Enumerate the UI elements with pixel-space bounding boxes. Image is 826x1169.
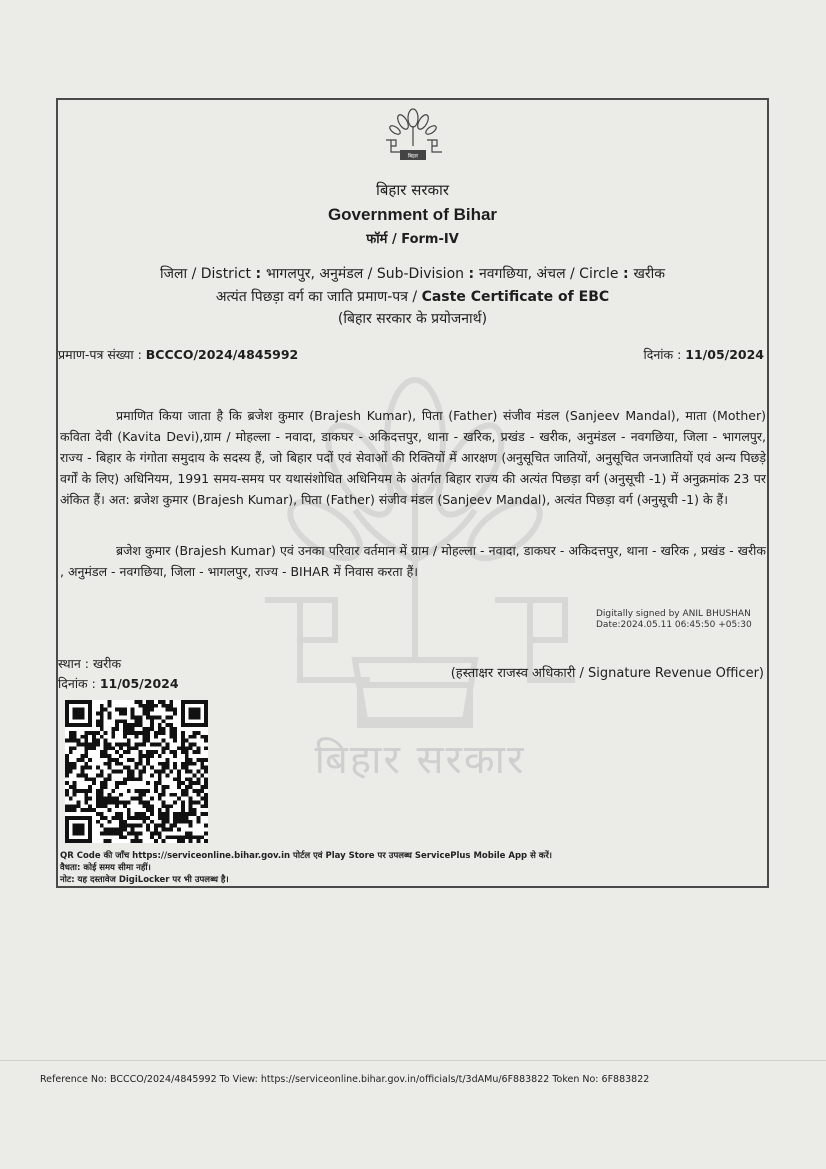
form-label: फॉर्म / Form-IV [366,232,459,247]
place-value: खरीक [92,656,122,671]
circle-value: खरीक [633,266,665,282]
emblem-badge-text: बिहार [407,153,419,160]
certificate-title-english: Caste Certificate of EBC [421,289,610,305]
qr-note-line: वैधता: कोई समय सीमा नहीं। [60,863,151,873]
bottom-date: दिनांक : 11/05/2024 [58,676,179,691]
bottom-date-value: 11/05/2024 [99,676,179,691]
certificate-number-label: प्रमाण-पत्र संख्या [58,347,134,362]
certificate-title-hindi: अत्यंत पिछड़ा वर्ग का जाति प्रमाण-पत्र [215,289,408,305]
reference-footer: Reference No: BCCCO/2024/4845992 To View: https://serviceonline.bihar.gov.in/officials/t/3dAMu/6F883822 Token No: 6F883822 [40,1074,650,1085]
certificate-purpose: (बिहार सरकार के प्रयोजनार्थ) [337,311,488,327]
district-value: भागलपुर [265,266,311,282]
hindi-title: बिहार सरकार [375,181,450,199]
signature-revenue-officer: (हस्ताक्षर राजस्व अधिकारी / Signature Revenue Officer) [450,666,764,681]
footer-divider [0,1060,826,1061]
certificate-number-value: BCCCO/2024/4845992 [145,347,299,362]
bottom-date-label: दिनांक [58,676,88,691]
qr-note-line: QR Code की जाँच https://serviceonline.bihar.gov.in पोर्टल एवं Play Store पर उपलब्ध ServicePlus Mobile App से करें। [60,851,553,861]
subdivision-label: अनुमंडल / Sub-Division [319,266,465,282]
digital-signature-line-1: Digitally signed by ANIL BHUSHAN [596,609,751,619]
qr-notes [60,850,552,886]
district-label: जिला / District [159,266,252,282]
place-label: स्थान [58,656,81,671]
watermark-text: बिहार सरकार [314,737,526,783]
location-line: जिला / District : भागलपुर, अनुमंडल / Sub-Division : नवगछिया, अंचल / Circle : खरीक [159,266,665,282]
bihar-emblem-icon [383,106,443,162]
digital-signature-line-2: Date:2024.05.11 06:45:50 +05:30 [596,620,752,630]
certificate-title: अत्यंत पिछड़ा वर्ग का जाति प्रमाण-पत्र / Caste Certificate of EBC [215,289,610,305]
english-title: Government of Bihar [327,205,498,224]
issue-date-value: 11/05/2024 [685,347,764,362]
certificate-number: प्रमाण-पत्र संख्या : BCCCO/2024/4845992 [58,347,299,362]
certificate-body-paragraph-1: प्रमाणित किया जाता है कि ब्रजेश कुमार (Brajesh Kumar), पिता (Father) संजीव मंडल (Sanjeev Mandal), माता (Mother) कविता देवी (Kavita Devi),ग्राम / मोहल्ला - नवादा, डाकघर - अकिदत्तपुर, थाना - खरिक, प्रखंड - खरीक, अनुमंडल - नवगछिया, जिला - भागलपुर, राज्य - बिहार के गंगोता समुदाय के सदस्य हैं, जो बिहार पदों एवं सेवाओं की रिक्तियों में आरक्षण (अनुसूचित जातियों, अनुसूचित जनजातियों एवं अन्य पिछड़े वर्गों के लिए) अधिनियम, 1991 समय-समय पर यथासंशोधित अधिनियम के अंतर्गत बिहार राज्य की अत्यंत पिछड़ा वर्ग (अनुसूची -1) में अनुक्रमांक 23 पर अंकित हैं। अत: ब्रजेश कुमार (Brajesh Kumar), पिता (Father) संजीव मंडल (Sanjeev Mandal), अत्यंत पिछड़ा वर्ग (अनुसूची -1) के हैं। [60,408,766,507]
issue-date-label: दिनांक [643,347,674,362]
qr-note-line: नोट: यह दस्तावेज DigiLocker पर भी उपलब्ध है। [60,875,229,885]
digital-signature-block [596,609,752,631]
circle-label: अंचल / Circle [536,266,619,282]
qr-code [65,700,208,843]
subdivision-value: नवगछिया [478,266,528,282]
certificate-body-paragraph-2: ब्रजेश कुमार (Brajesh Kumar) एवं उनका परिवार वर्तमान में ग्राम / मोहल्ला - नवादा, डाकघर - अकिदत्तपुर, थाना - खरिक , प्रखंड - खरीक , अनुमंडल - नवगछिया, जिला - भागलपुर, राज्य - BIHAR में निवास करता हैं। [60,543,766,579]
place: स्थान : खरीक [58,656,122,671]
issue-date: दिनांक : 11/05/2024 [643,347,764,362]
